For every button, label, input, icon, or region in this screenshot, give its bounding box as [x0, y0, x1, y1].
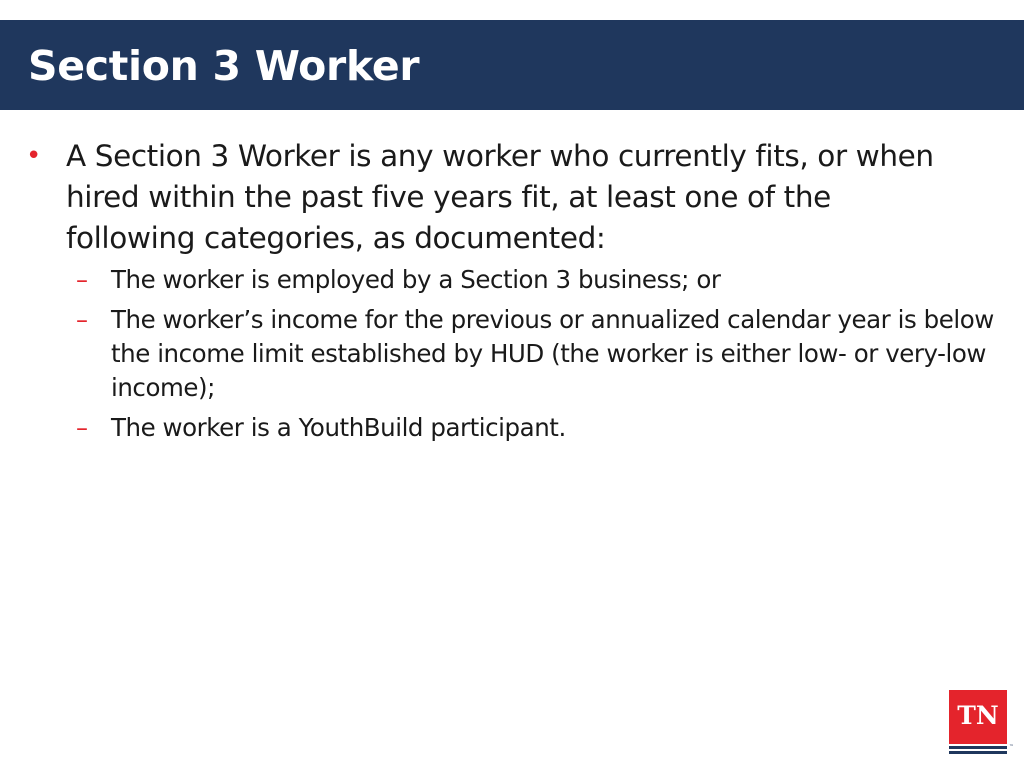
logo-stripe	[949, 751, 1007, 754]
sub-bullet-item	[76, 263, 1004, 297]
sub-bullet-item	[76, 411, 1004, 445]
slide-content	[24, 136, 1004, 451]
bullet-marker: •	[26, 141, 42, 171]
sub-bullet-text: The worker’s income for the previous or annualized calendar year is below the income limit established by HUD (the worker is either low- or very-low income);	[111, 305, 994, 402]
sub-bullet-marker: –	[76, 414, 88, 442]
sub-bullet-text: The worker is employed by a Section 3 business; or	[111, 265, 721, 294]
bullet-text: A Section 3 Worker is any worker who currently fits, or when hired within the past five years fit, at least one of the following categories, as documented:	[66, 139, 934, 255]
logo-stripe	[949, 746, 1007, 749]
tennessee-logo-icon	[949, 690, 1014, 756]
sub-bullet-marker: –	[76, 306, 88, 334]
logo-trademark: ™	[1009, 744, 1014, 750]
sub-bullet-marker: –	[76, 266, 88, 294]
logo-red-box	[949, 690, 1007, 744]
sub-bullet-list	[24, 263, 1004, 445]
sub-bullet-text: The worker is a YouthBuild participant.	[111, 413, 566, 442]
sub-bullet-item	[76, 303, 1004, 405]
title-bar	[0, 20, 1024, 110]
bullet-item	[24, 136, 1004, 259]
logo-text: TN	[957, 701, 999, 730]
slide-title: Section 3 Worker	[28, 42, 420, 90]
